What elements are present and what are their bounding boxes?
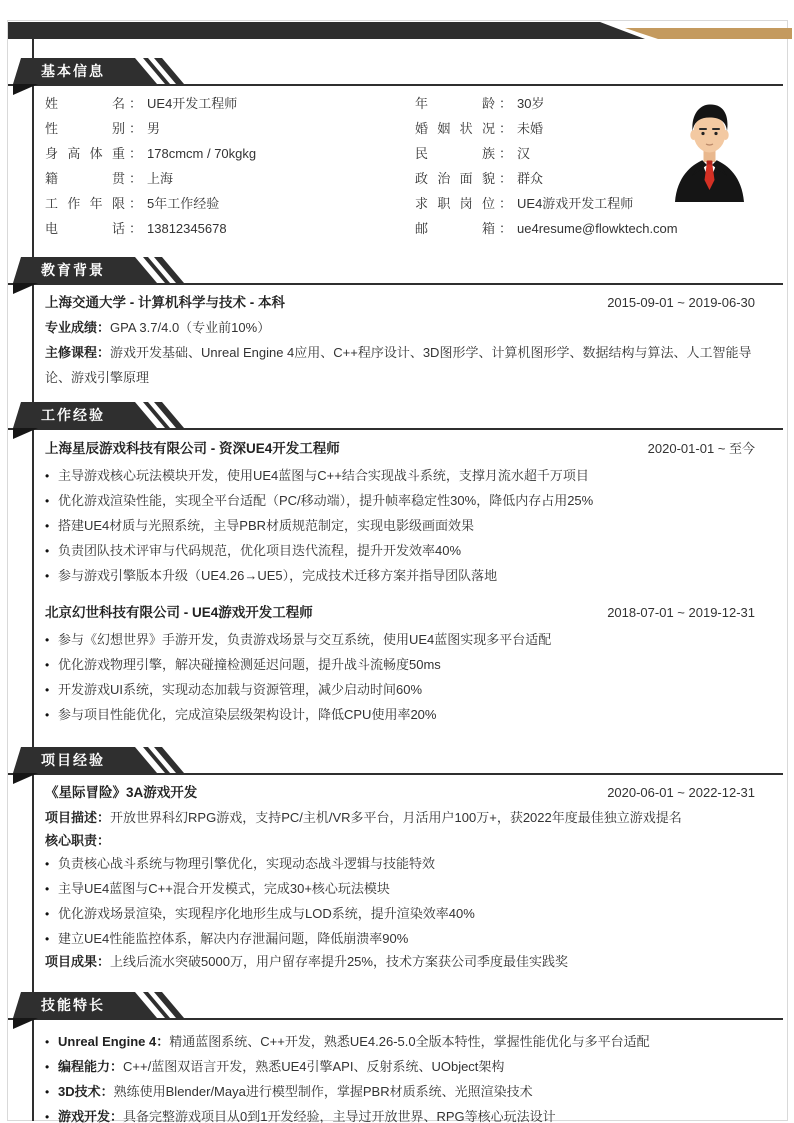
field-label: 邮箱 <box>415 221 495 236</box>
bullet-text: 建立UE4性能监控体系，解决内存泄漏问题，降低崩溃率90% <box>58 931 409 946</box>
bullet-item <box>45 513 755 538</box>
bullet-dot: • <box>45 633 50 647</box>
field-label: 籍贯 <box>45 171 125 186</box>
label-colon: ： <box>97 810 111 825</box>
bullet-item <box>45 926 755 951</box>
project-name: 《星际冒险》3A游戏开发 <box>45 785 198 800</box>
field-row <box>45 216 405 241</box>
field-value: UE4开发工程师 <box>147 96 238 111</box>
skill-text: 精通蓝图系统、C++开发，熟悉UE4.26-5.0全版本特性，掌握性能优化与多平台适配 <box>169 1034 650 1049</box>
bullet-dot: • <box>45 544 50 558</box>
field-row <box>415 166 665 191</box>
field-label: 年龄 <box>415 96 495 111</box>
section-header-project <box>8 747 783 775</box>
education-entry-title <box>45 290 755 315</box>
project-duty-row <box>45 828 755 853</box>
skill-lead: Unreal Engine 4 <box>58 1034 157 1049</box>
bullet-dot: • <box>45 658 50 672</box>
desc-label: 项目描述 <box>45 810 98 825</box>
basic-fields-left <box>45 91 405 241</box>
field-row <box>45 116 405 141</box>
field-value email-value: ue4resume@flowktech.com <box>517 221 678 236</box>
field-value phone-number: 13812345678 <box>147 221 227 236</box>
field-row <box>415 141 665 166</box>
courses-row <box>45 340 755 390</box>
bullet-text: 负责核心战斗系统与物理引擎优化，实现动态战斗逻辑与技能特效 <box>58 856 436 871</box>
field-row <box>45 91 405 116</box>
courses-value: 游戏开发基础、Unreal Engine 4应用、C++程序设计、3D图形学、计算机图形学、数据结构与算法、人工智能导论、游戏引擎原理 <box>45 345 752 385</box>
field-value: 178cmcm / 70kgkg <box>147 146 257 161</box>
bullet-dot: • <box>45 683 50 697</box>
avatar-illustration <box>664 98 755 202</box>
project-result-row <box>45 949 755 974</box>
bullet-dot: • <box>45 1110 50 1123</box>
project-entry-title <box>45 780 755 805</box>
section-title-education: 教育背景 <box>41 262 105 278</box>
section-title-basic: 基本信息 <box>41 63 105 79</box>
bullet-dot: • <box>45 569 50 583</box>
entry-date: 2018-07-01 ~ 2019-12-31 <box>607 605 755 620</box>
skill-item <box>45 1054 755 1079</box>
field-value: 群众 <box>517 171 544 186</box>
label-colon: ： <box>110 1109 124 1123</box>
company-name: 北京幻世科技有限公司 - UE4游戏开发工程师 <box>45 605 313 620</box>
project-desc-row <box>45 805 755 830</box>
skill-item <box>45 1029 755 1054</box>
bullet-item <box>45 463 755 488</box>
field-row <box>45 191 405 216</box>
bullet-text: 主导游戏核心玩法模块开发，使用UE4蓝图与C++结合实现战斗系统，支撑月流水超千万项目 <box>58 468 589 483</box>
skill-item <box>45 1079 755 1104</box>
label-colon: ： <box>97 345 111 360</box>
bullet-item <box>45 876 755 901</box>
bullet-item <box>45 702 755 727</box>
field-label: 性别 <box>45 121 125 136</box>
bullet-text: 负责团队技术评审与代码规范，优化项目迭代流程，提升开发效率40% <box>58 543 462 558</box>
bullet-text: 参与项目性能优化，完成渲染层级架构设计，降低CPU使用率20% <box>58 707 437 722</box>
bullet-item <box>45 627 755 652</box>
bullet-dot: • <box>45 857 50 871</box>
field-value: 5年工作经验 <box>147 196 220 211</box>
skill-lead: 3D技术 <box>58 1084 101 1099</box>
desc-value: 开放世界科幻RPG游戏，支持PC/主机/VR多平台，月活用户100万+，获2022年度最佳独立游戏提名 <box>110 810 682 825</box>
bullet-text: 参与《幻想世界》手游开发，负责游戏场景与交互系统，使用UE4蓝图实现多平台适配 <box>58 632 552 647</box>
field-row <box>45 141 405 166</box>
section-header-basic <box>8 58 783 86</box>
courses-label: 主修课程 <box>45 345 98 360</box>
field-label: 民族 <box>415 146 495 161</box>
field-colon: ： <box>499 171 513 186</box>
skill-text: C++/蓝图双语言开发，熟悉UE4引擎API、反射系统、UObject架构 <box>123 1059 505 1074</box>
field-row <box>415 91 665 116</box>
bullet-text: 优化游戏场景渲染，实现程序化地形生成与LOD系统，提升渲染效率40% <box>58 906 475 921</box>
bullet-text: 开发游戏UI系统，实现动态加载与资源管理，减少启动时间60% <box>58 682 423 697</box>
bullet-item <box>45 851 755 876</box>
label-colon: ： <box>97 954 111 969</box>
accent-vline <box>32 36 34 1121</box>
field-value: 未婚 <box>517 121 544 136</box>
entry-date: 2015-09-01 ~ 2019-06-30 <box>607 295 755 310</box>
bullet-item <box>45 677 755 702</box>
label-colon: ： <box>97 320 111 335</box>
basic-fields-right <box>415 91 678 241</box>
field-row <box>415 216 678 241</box>
field-value: 男 <box>147 121 161 136</box>
field-colon: ： <box>499 146 513 161</box>
field-colon: ： <box>129 171 143 186</box>
bullet-dot: • <box>45 1035 50 1049</box>
bullet-dot: • <box>45 1060 50 1074</box>
field-colon: ： <box>499 196 513 211</box>
field-colon: ： <box>499 96 513 111</box>
bullet-text: 参与游戏引擎版本升级（UE4.26→UE5），完成技术迁移方案并指导团队落地 <box>58 568 498 583</box>
avatar-photo <box>664 98 755 202</box>
bullet-dot: • <box>45 882 50 896</box>
field-value: UE4游戏开发工程师 <box>517 196 634 211</box>
field-colon: ： <box>129 146 143 161</box>
field-label: 政治面貌 <box>415 171 495 186</box>
bullet-dot: • <box>45 907 50 921</box>
label-colon: ： <box>100 1084 114 1099</box>
bullet-dot: • <box>45 469 50 483</box>
skill-text: 熟练使用Blender/Maya进行模型制作，掌握PBR材质系统、光照渲染技术 <box>113 1084 533 1099</box>
field-label: 工作年限 <box>45 196 125 211</box>
bullet-dot: • <box>45 494 50 508</box>
bullet-item <box>45 538 755 563</box>
field-colon: ： <box>129 96 143 111</box>
topbar-black <box>8 22 653 39</box>
bullet-text: 搭建UE4材质与光照系统，主导PBR材质规范制定，实现电影级画面效果 <box>58 518 475 533</box>
gpa-value: GPA 3.7/4.0（专业前10%） <box>110 320 271 335</box>
company-name: 上海星辰游戏科技有限公司 - 资深UE4开发工程师 <box>45 441 340 456</box>
bullet-item <box>45 901 755 926</box>
field-colon: ： <box>499 221 513 236</box>
bullet-text: 优化游戏渲染性能，实现全平台适配（PC/移动端），提升帧率稳定性30%，降低内存占用25% <box>58 493 594 508</box>
skill-lead: 游戏开发 <box>58 1109 111 1123</box>
label-colon: ： <box>110 1059 124 1074</box>
bullet-dot: • <box>45 519 50 533</box>
entry-date: 2020-06-01 ~ 2022-12-31 <box>607 785 755 800</box>
field-row <box>45 166 405 191</box>
bullet-item <box>45 563 755 588</box>
bullet-dot: • <box>45 932 50 946</box>
field-value: 30岁 <box>517 96 545 111</box>
job-entry-title <box>45 600 755 625</box>
result-label: 项目成果 <box>45 954 98 969</box>
field-row <box>415 116 665 141</box>
field-colon: ： <box>499 121 513 136</box>
field-label: 姓名 <box>45 96 125 111</box>
field-label: 身高体重 <box>45 146 125 161</box>
field-value: 汉 <box>517 146 531 161</box>
label-colon: ： <box>156 1034 170 1049</box>
label-colon: ： <box>97 833 111 848</box>
skill-text: 具备完整游戏项目从0到1开发经验，主导过开放世界、RPG等核心玩法设计 <box>123 1109 556 1123</box>
school-name: 上海交通大学 - 计算机科学与技术 - 本科 <box>45 295 285 310</box>
section-header-skills <box>8 992 783 1020</box>
bullet-dot: • <box>45 1085 50 1099</box>
bullet-dot: • <box>45 708 50 722</box>
section-header-education <box>8 257 783 285</box>
duty-label: 核心职责 <box>45 833 98 848</box>
gpa-row <box>45 315 755 340</box>
job-entry-title <box>45 436 755 461</box>
field-colon: ： <box>129 121 143 136</box>
bullet-text: 优化游戏物理引擎，解决碰撞检测延迟问题，提升战斗流畅度50ms <box>58 657 441 672</box>
section-header-work <box>8 402 783 430</box>
section-title-project: 项目经验 <box>41 752 105 768</box>
bullet-item <box>45 652 755 677</box>
entry-date: 2020-01-01 ~ 至今 <box>647 441 755 456</box>
bullet-text: 主导UE4蓝图与C++混合开发模式，完成30+核心玩法模块 <box>58 881 390 896</box>
field-colon: ： <box>129 221 143 236</box>
result-value: 上线后流水突破5000万，用户留存率提升25%，技术方案获公司季度最佳实践奖 <box>110 954 568 969</box>
field-label: 求职岗位 <box>415 196 495 211</box>
skill-item <box>45 1104 755 1123</box>
bullet-item <box>45 488 755 513</box>
field-row <box>415 191 665 216</box>
field-label: 婚姻状况 <box>415 121 495 136</box>
field-colon: ： <box>129 196 143 211</box>
gpa-label: 专业成绩 <box>45 320 98 335</box>
section-title-skills: 技能特长 <box>41 997 105 1013</box>
section-title-work: 工作经验 <box>41 407 105 423</box>
skill-lead: 编程能力 <box>58 1059 111 1074</box>
field-label: 电话 <box>45 221 125 236</box>
field-value: 上海 <box>147 171 174 186</box>
